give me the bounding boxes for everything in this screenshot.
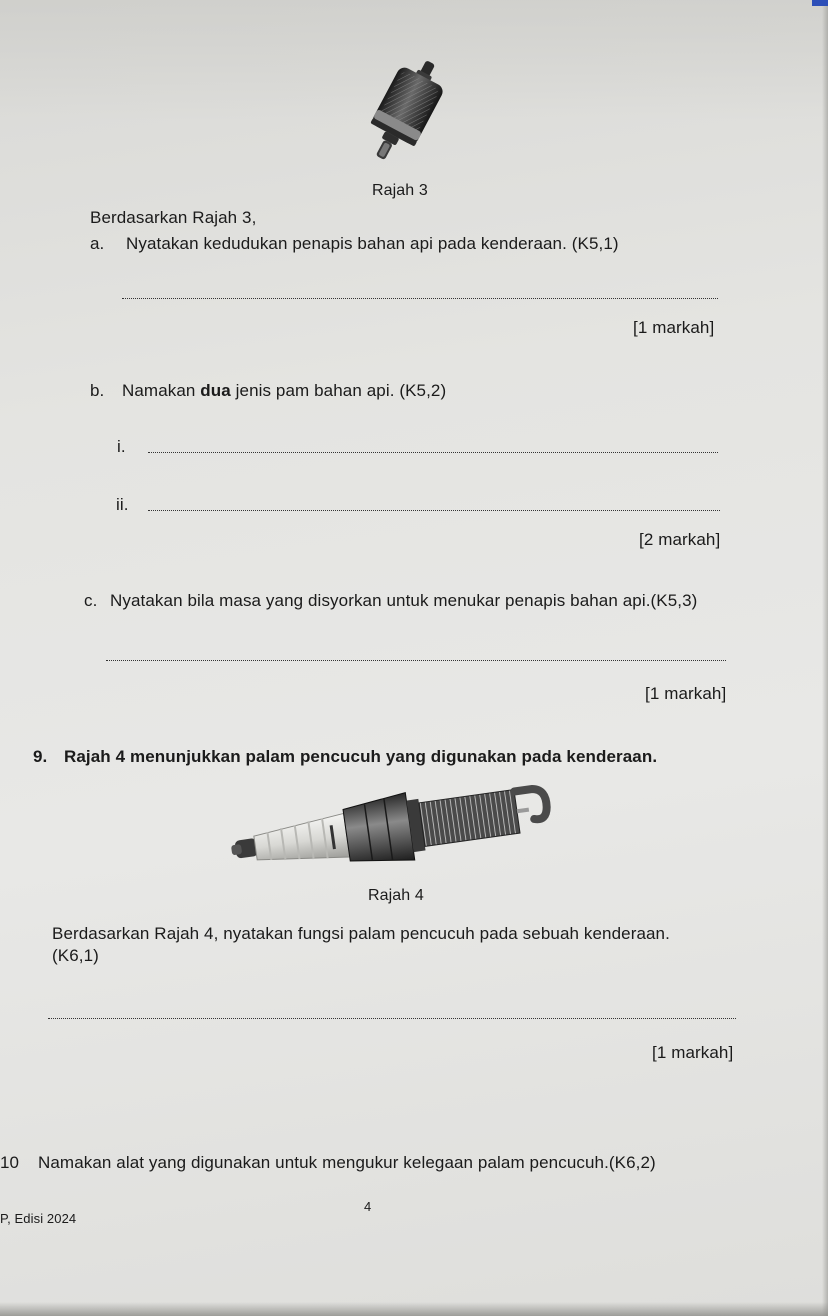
marks-c: [1 markah] [645,684,727,703]
question-text-9: Rajah 4 menunjukkan palam pencucuh yang digunakan pada kenderaan. [64,747,658,766]
answer-line-b-i[interactable] [148,452,718,453]
footer-edition: P, Edisi 2024 [0,1211,77,1226]
spark-plug-icon [228,776,568,878]
paper-edge [822,0,828,1316]
question-text-9-line2: (K6,1) [52,946,99,965]
figure-caption-rajah3: Rajah 3 [372,182,428,199]
marks-b: [2 markah] [639,530,721,549]
answer-line-9[interactable] [48,1018,736,1019]
question-text-9-line1: Berdasarkan Rajah 4, nyatakan fungsi palam pencucuh pada sebuah kenderaan. [52,924,670,943]
fuel-filter-icon [350,52,460,170]
question-text-10: Namakan alat yang digunakan untuk mengukur kelegaan palam pencucuh.(K6,2) [38,1153,656,1172]
marks-a: [1 markah] [633,318,715,337]
question-intro: Berdasarkan Rajah 3, [90,208,257,227]
question-text-b-bold: dua [200,381,231,400]
question-text-b-post: jenis pam bahan api. (K5,2) [230,381,447,400]
question-label-b: b. [90,381,105,400]
figure-caption-rajah4: Rajah 4 [368,887,424,904]
page-number: 4 [364,1199,372,1214]
question-text-b-pre: Namakan [122,381,201,400]
question-number-10: 10 [0,1153,20,1172]
question-label-a: a. [90,234,105,253]
marks-9: [1 markah] [652,1043,734,1062]
question-text-b [122,381,446,401]
question-label-c: c. [84,591,98,610]
question-text-c: Nyatakan bila masa yang disyorkan untuk menukar penapis bahan api.(K5,3) [110,591,698,610]
answer-line-a[interactable] [122,298,718,299]
paper-bottom-edge [0,1302,828,1316]
answer-label-b-ii: ii. [116,495,129,514]
answer-label-b-i: i. [117,437,126,456]
question-text-a: Nyatakan kedudukan penapis bahan api pada kenderaan. (K5,1) [126,234,619,253]
answer-line-b-ii[interactable] [148,510,720,511]
background-corner [812,0,828,6]
question-number-9: 9. [33,747,48,766]
answer-line-c[interactable] [106,660,726,661]
